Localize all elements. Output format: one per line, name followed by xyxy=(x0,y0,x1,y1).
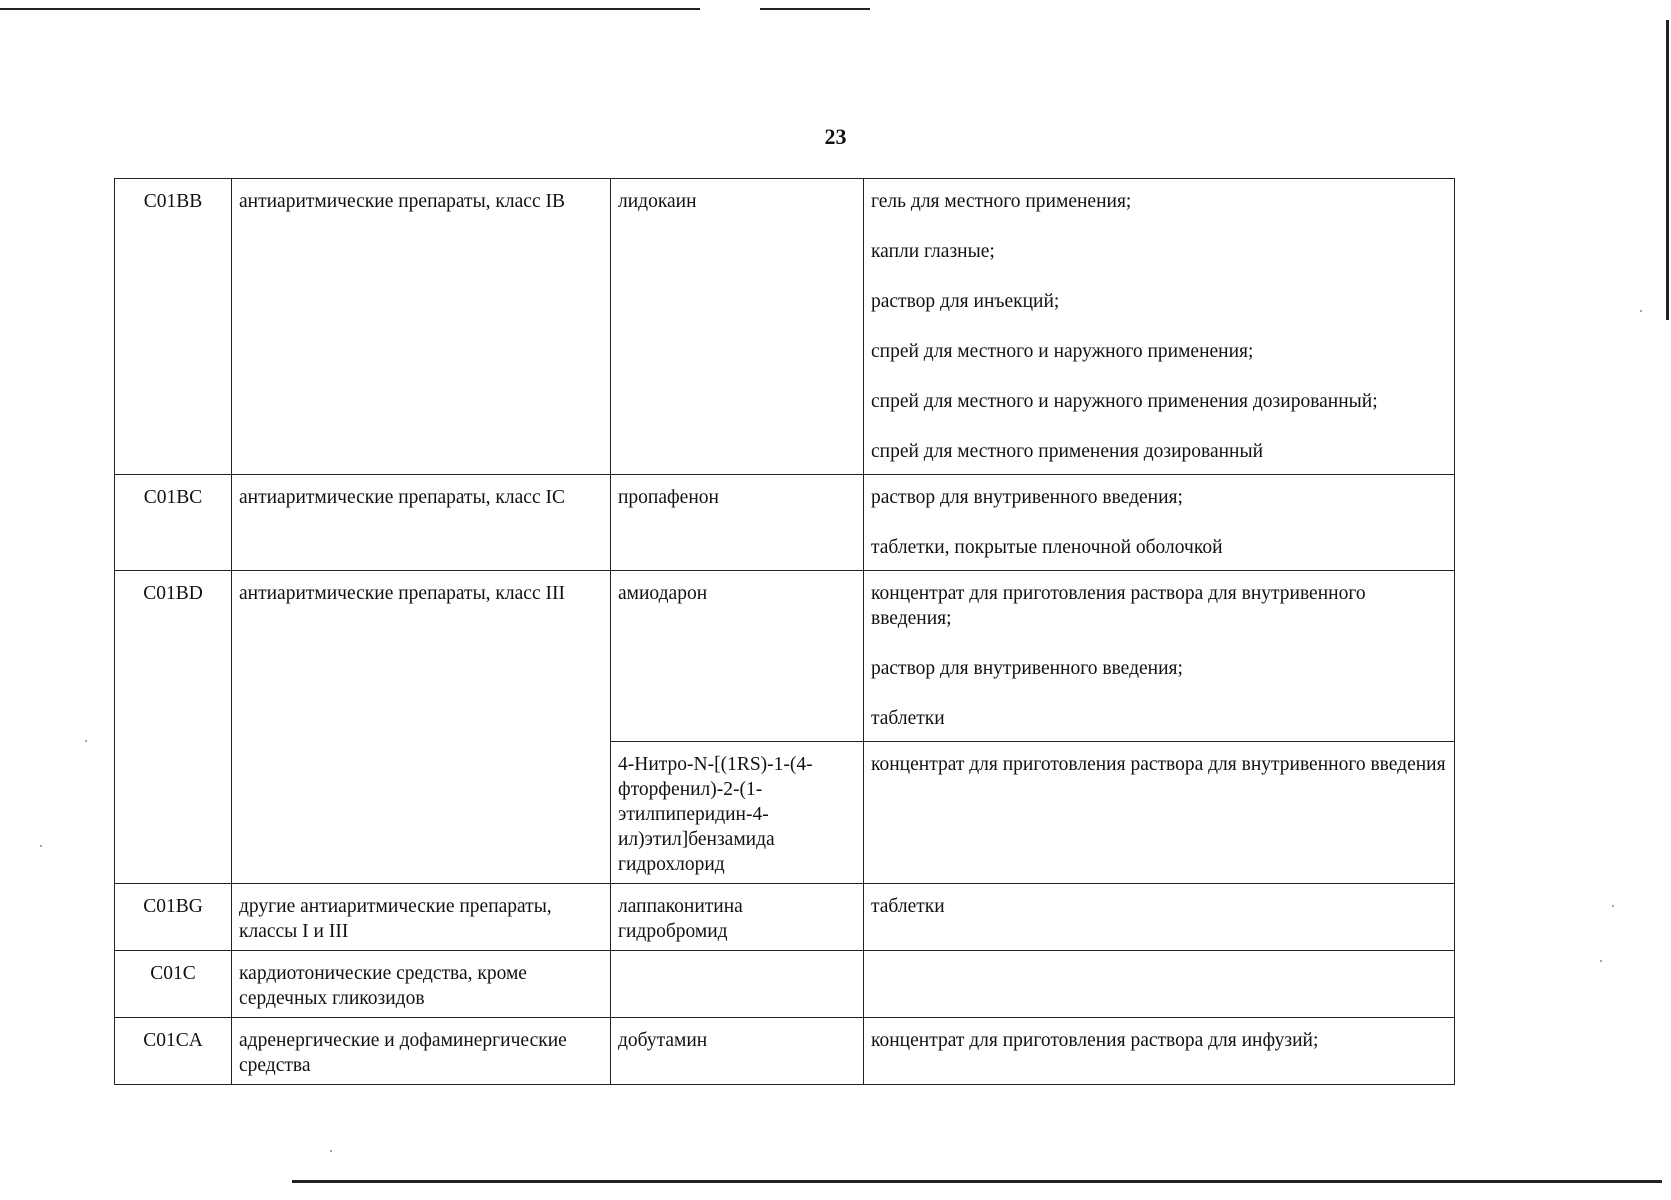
drug-name-cell: амиодарон xyxy=(611,571,864,742)
dosage-form: раствор для инъекций; xyxy=(871,291,1060,312)
dosage-form: таблетки, покрытые пленочной оболочкой xyxy=(871,537,1223,558)
speck xyxy=(1600,960,1602,962)
drug-name-cell: 4-Нитро-N-[(1RS)-1-(4-фторфенил)-2-(1-этилпиперидин-4-ил)этил]бензамида гидрохлорид xyxy=(611,742,864,884)
dosage-form: гель для местного применения; xyxy=(871,191,1132,212)
anatomical-group-cell: кардиотонические средства, кроме сердечных гликозидов xyxy=(232,951,611,1018)
speck xyxy=(330,1150,332,1152)
table-row xyxy=(115,179,1455,475)
drug-name-cell: пропафенон xyxy=(611,475,864,571)
dosage-forms-cell xyxy=(864,571,1455,742)
drug-name-cell: добутамин xyxy=(611,1018,864,1085)
drug-name-cell: лаппаконитина гидробромид xyxy=(611,884,864,951)
speck xyxy=(85,740,87,742)
atc-code-cell: C01BD xyxy=(115,571,232,884)
dosage-form: раствор для внутривенного введения; xyxy=(871,487,1183,508)
dosage-forms-cell xyxy=(864,884,1455,951)
table-row xyxy=(115,1018,1455,1085)
dosage-form: спрей для местного применения дозированный xyxy=(871,441,1264,462)
scan-top-rule-short xyxy=(760,8,870,10)
dosage-forms-cell xyxy=(864,1018,1455,1085)
dosage-form: спрей для местного и наружного применения дозированный; xyxy=(871,391,1378,412)
atc-code-cell: C01BG xyxy=(115,884,232,951)
anatomical-group-cell: адренергические и дофаминергические средства xyxy=(232,1018,611,1085)
table-row xyxy=(115,884,1455,951)
anatomical-group-cell: антиаритмические препараты, класс III xyxy=(232,571,611,884)
drug-table xyxy=(114,178,1455,1085)
atc-code-cell: C01CA xyxy=(115,1018,232,1085)
speck xyxy=(1612,905,1614,907)
dosage-form: концентрат для приготовления раствора для внутривенного введения xyxy=(871,754,1446,775)
drug-name-cell xyxy=(611,951,864,1018)
table-row xyxy=(115,475,1455,571)
dosage-form: капли глазные; xyxy=(871,241,995,262)
dosage-forms-cell xyxy=(864,179,1455,475)
anatomical-group-cell: антиаритмические препараты, класс IC xyxy=(232,475,611,571)
anatomical-group-cell: другие антиаритмические препараты, классы I и III xyxy=(232,884,611,951)
dosage-form: спрей для местного и наружного применения; xyxy=(871,341,1254,362)
atc-code-cell: C01C xyxy=(115,951,232,1018)
dosage-forms-cell xyxy=(864,742,1455,884)
dosage-form: концентрат для приготовления раствора для внутривенного введения; xyxy=(871,583,1366,629)
dosage-form: таблетки xyxy=(871,708,945,729)
table-row xyxy=(115,571,1455,742)
dosage-form: раствор для внутривенного введения; xyxy=(871,658,1183,679)
scan-right-edge xyxy=(1666,20,1669,320)
anatomical-group-cell: антиаритмические препараты, класс IB xyxy=(232,179,611,475)
dosage-form: таблетки xyxy=(871,896,945,917)
dosage-forms-cell xyxy=(864,951,1455,1018)
speck xyxy=(1640,310,1642,312)
dosage-form: концентрат для приготовления раствора для инфузий; xyxy=(871,1030,1319,1051)
scan-bottom-rule xyxy=(292,1180,1662,1183)
table-body xyxy=(115,179,1455,1085)
atc-code-cell: C01BC xyxy=(115,475,232,571)
drug-name-cell: лидокаин xyxy=(611,179,864,475)
atc-code-cell: C01BB xyxy=(115,179,232,475)
scan-top-rule xyxy=(0,8,700,10)
dosage-forms-cell xyxy=(864,475,1455,571)
table-row xyxy=(115,951,1455,1018)
speck xyxy=(40,845,42,847)
page-number: 23 xyxy=(824,124,847,149)
